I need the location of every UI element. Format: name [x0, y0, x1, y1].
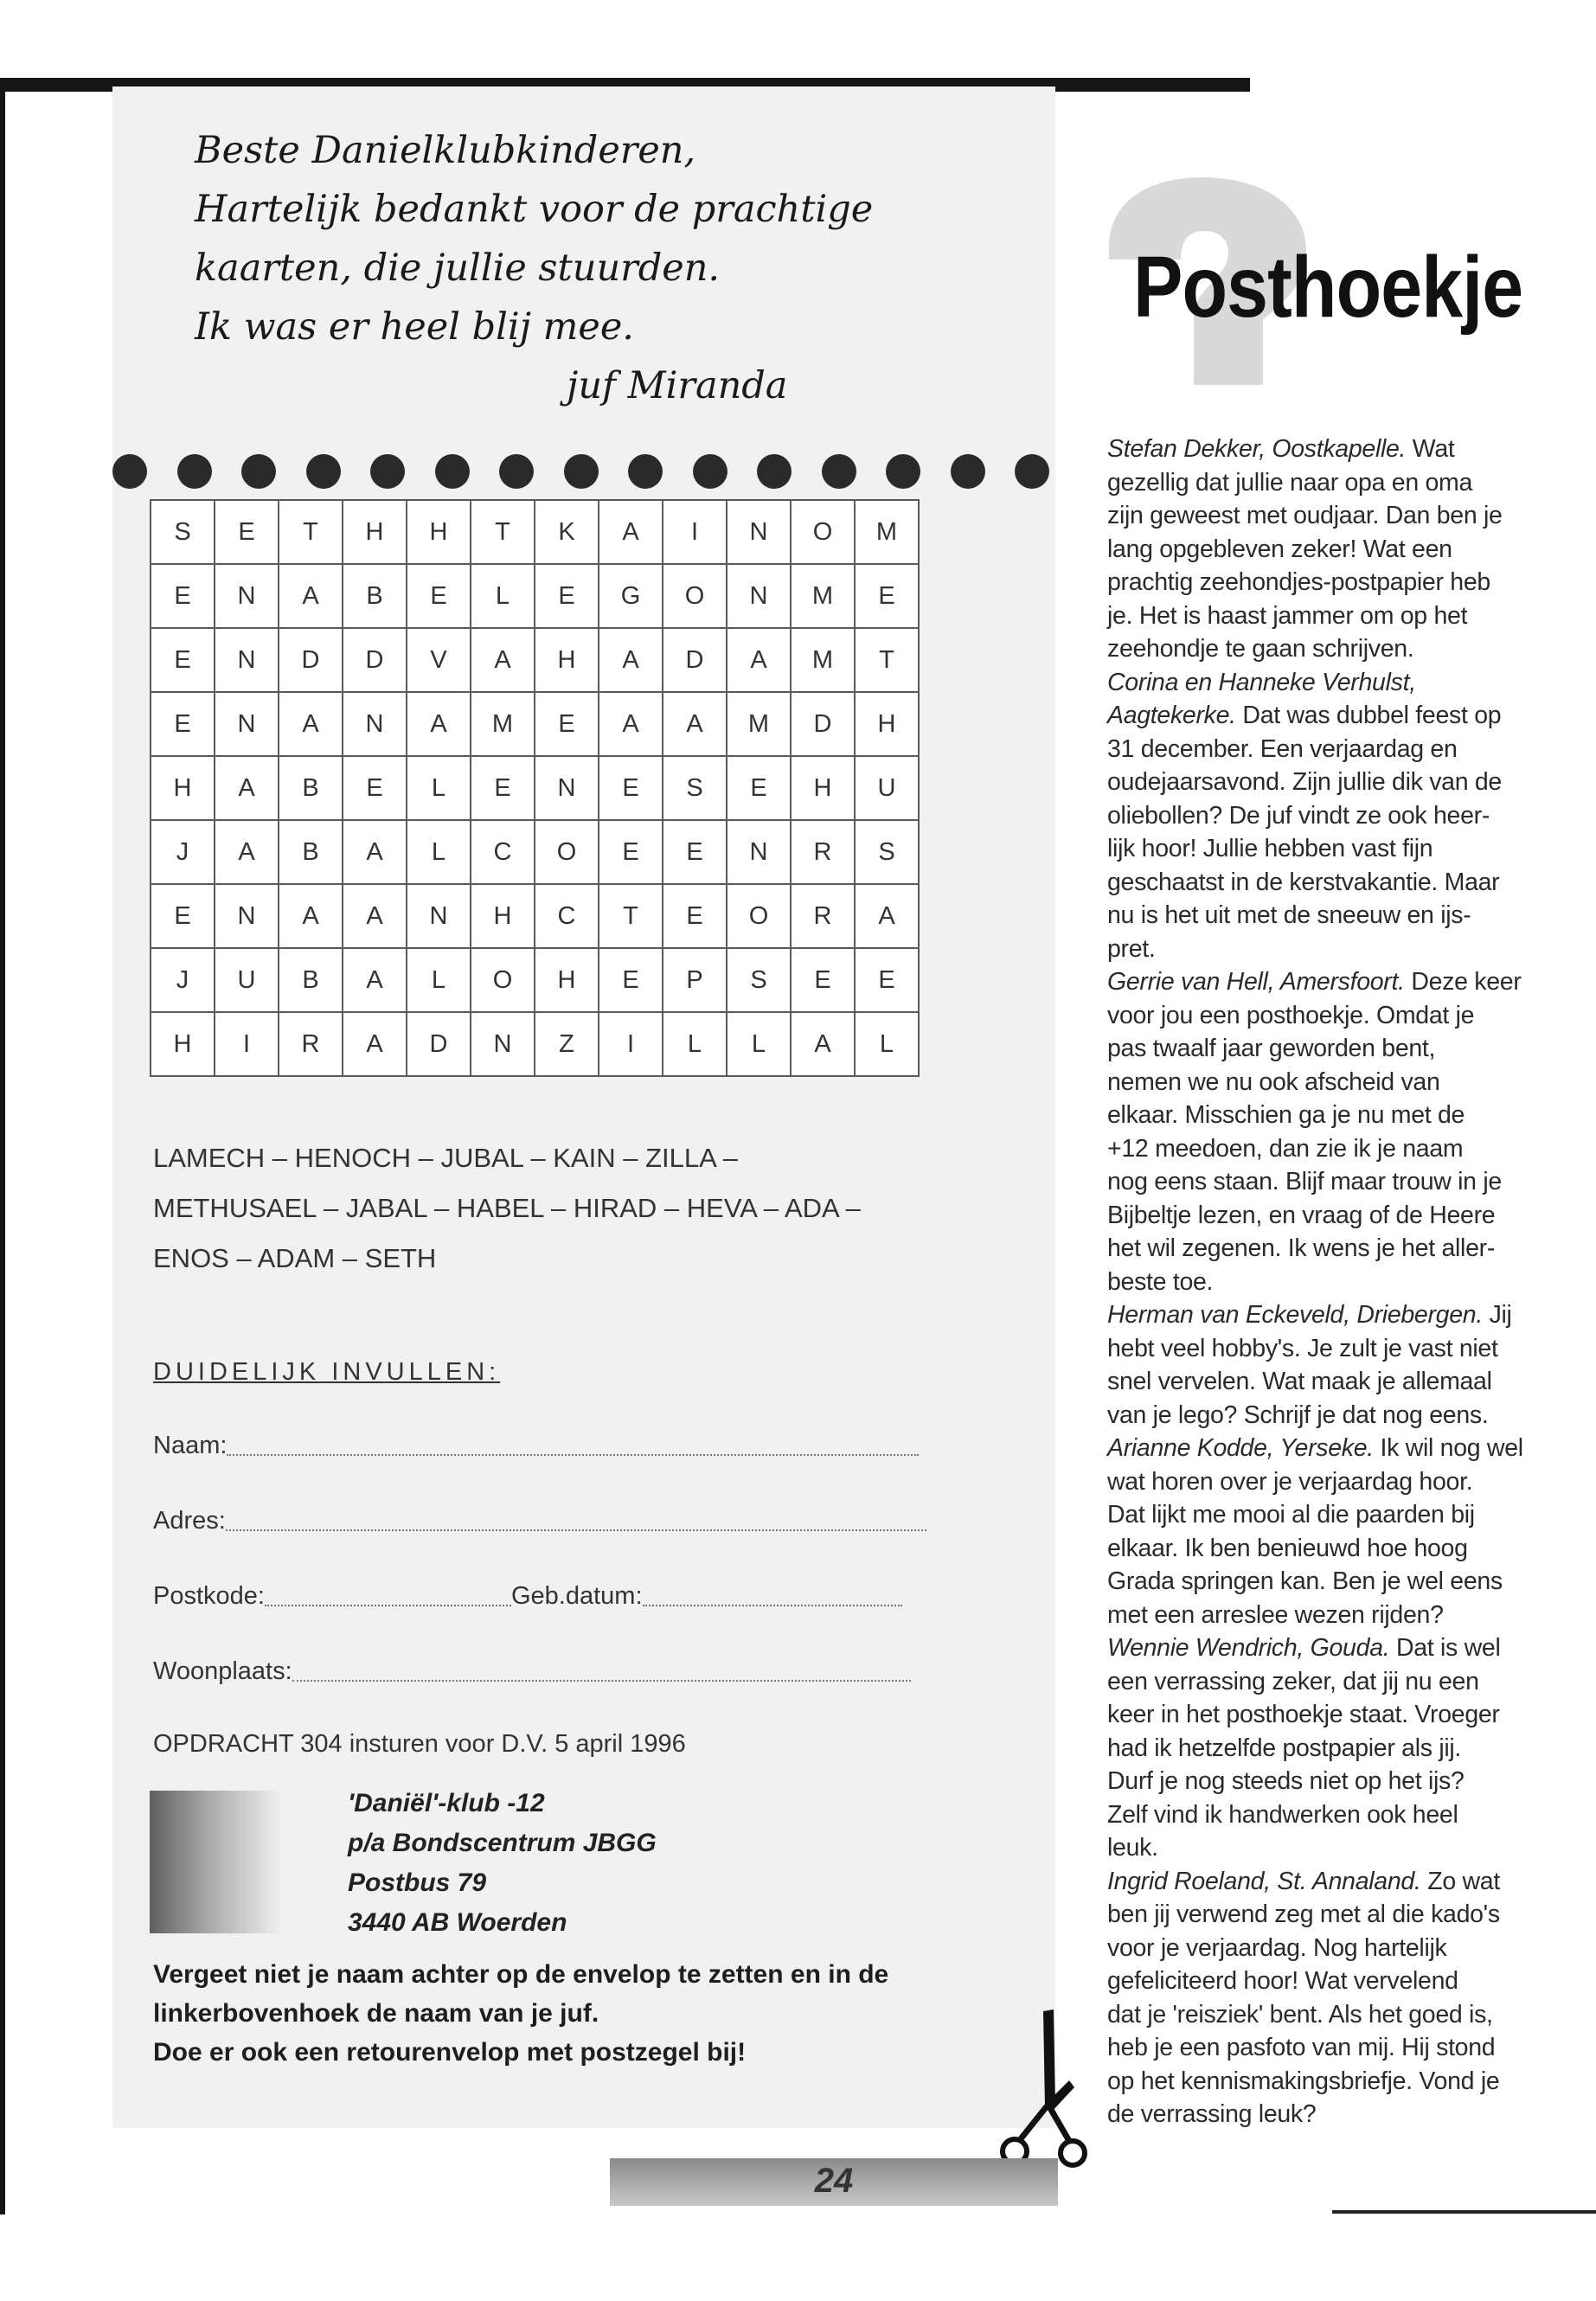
- column-line-text: +12 meedoen, dan zie ik je naam: [1107, 1134, 1464, 1163]
- column-line: [1107, 1932, 1557, 1965]
- grid-row: [151, 628, 919, 692]
- column-line: [1107, 1298, 1557, 1332]
- column-line-text: elkaar. Misschien ga je nu met de: [1107, 1101, 1465, 1129]
- postcode-field[interactable]: [153, 1582, 902, 1611]
- divider-dot: [177, 454, 212, 489]
- column-line: [1107, 632, 1557, 666]
- column-line-text: heb je een pasfoto van mij. Hij stond: [1107, 2034, 1496, 2061]
- column-line-text: lijk hoor! Jullie hebben vast fijn: [1107, 835, 1433, 862]
- word-list-line: LAMECH – HENOCH – JUBAL – KAIN – ZILLA –: [153, 1143, 738, 1173]
- column-line-text: op het kennismakingsbriefje. Vond je: [1107, 2067, 1500, 2095]
- column-line-text: pas twaalf jaar geworden bent,: [1107, 1035, 1436, 1062]
- grid-cell: U: [215, 948, 279, 1012]
- grid-cell: E: [151, 564, 215, 628]
- grid-cell: T: [471, 500, 535, 564]
- grid-cell: M: [727, 692, 791, 756]
- column-line: [1107, 1099, 1557, 1132]
- grid-cell: S: [855, 820, 919, 884]
- word-list-line: METHUSAEL – JABAL – HABEL – HIRAD – HEVA – ADA –: [153, 1193, 861, 1223]
- handwritten-letter: [195, 121, 973, 415]
- scissors-icon: [993, 2003, 1088, 2176]
- grid-cell: O: [471, 948, 535, 1012]
- column-line-text: Dat is wel: [1389, 1634, 1501, 1662]
- column-line: [1107, 1732, 1557, 1766]
- grid-cell: N: [407, 884, 471, 948]
- letter-line: kaarten, die jullie stuurden.: [195, 247, 721, 290]
- column-line: [1107, 1965, 1557, 1998]
- column-line: [1107, 1232, 1557, 1266]
- letters-column: [1107, 433, 1557, 2131]
- column-line: [1107, 1332, 1557, 1366]
- grid-cell: T: [599, 884, 663, 948]
- grid-row: [151, 948, 919, 1012]
- grid-cell: N: [535, 756, 599, 820]
- grid-cell: E: [791, 948, 855, 1012]
- grid-cell: A: [215, 820, 279, 884]
- column-line: [1107, 466, 1557, 500]
- column-line-text: geschaatst in de kerstvakantie. Maar: [1107, 868, 1500, 896]
- grid-cell: E: [535, 692, 599, 756]
- grid-cell: O: [663, 564, 727, 628]
- grid-cell: N: [215, 628, 279, 692]
- column-line: [1107, 965, 1557, 999]
- divider-dot: [951, 454, 985, 489]
- column-line-name: Arianne Kodde, Yerseke.: [1107, 1434, 1374, 1462]
- grid-cell: H: [151, 1012, 215, 1076]
- grid-cell: J: [151, 948, 215, 1012]
- column-line-name: Corina en Hanneke Verhulst,: [1107, 668, 1416, 696]
- column-line-text: Bijbeltje lezen, en vraag of de Heere: [1107, 1201, 1496, 1229]
- column-line-text: gezellig dat jullie naar opa en oma: [1107, 468, 1473, 497]
- column-line-text: hebt veel hobby's. Je zult je vast niet: [1107, 1334, 1498, 1362]
- column-line-text: Jij: [1482, 1301, 1512, 1329]
- column-line-text: keer in het posthoekje staat. Vroeger: [1107, 1701, 1500, 1728]
- column-line-text: Dat lijkt me mooi al die paarden bij: [1107, 1501, 1475, 1529]
- column-line: [1107, 599, 1557, 633]
- grid-cell: L: [663, 1012, 727, 1076]
- column-line: [1107, 1066, 1557, 1099]
- grid-cell: L: [407, 820, 471, 884]
- grid-cell: G: [599, 564, 663, 628]
- column-line-text: nemen we nu ook afscheid van: [1107, 1067, 1440, 1096]
- column-line-text: elkaar. Ik ben benieuwd hoe hoog: [1107, 1534, 1468, 1562]
- column-line-text: wat horen over je verjaardag hoor.: [1107, 1467, 1473, 1496]
- letter-line: Beste Danielklubkinderen,: [195, 129, 696, 172]
- column-line: [1107, 1132, 1557, 1166]
- column-line: [1107, 1865, 1557, 1899]
- column-line-text: had ik hetzelfde postpapier als jij.: [1107, 1734, 1462, 1762]
- grid-cell: I: [663, 500, 727, 564]
- column-line: [1107, 1532, 1557, 1566]
- grid-cell: H: [471, 884, 535, 948]
- grid-cell: M: [855, 500, 919, 564]
- grid-cell: N: [727, 500, 791, 564]
- column-line: [1107, 1565, 1557, 1599]
- column-line: [1107, 666, 1557, 700]
- grid-cell: E: [471, 756, 535, 820]
- grid-cell: N: [215, 564, 279, 628]
- divider-dot: [499, 454, 534, 489]
- column-line-text: prachtig zeehondjes-postpapier heb: [1107, 568, 1490, 596]
- column-line: [1107, 899, 1557, 933]
- column-line-text: gefeliciteerd hoor! Wat vervelend: [1107, 1967, 1458, 1995]
- column-line: [1107, 1399, 1557, 1433]
- grid-cell: C: [471, 820, 535, 884]
- grid-cell: B: [279, 820, 343, 884]
- grid-row: [151, 884, 919, 948]
- column-line-name: Herman van Eckeveld, Driebergen.: [1107, 1301, 1483, 1329]
- grid-cell: J: [151, 820, 215, 884]
- naam-field[interactable]: [153, 1432, 919, 1460]
- postcode-label: Postkode:: [153, 1582, 265, 1610]
- grid-cell: T: [279, 500, 343, 564]
- divider-dot: [435, 454, 470, 489]
- column-line: [1107, 433, 1557, 466]
- grid-cell: A: [343, 884, 407, 948]
- page-number-bar: [610, 2158, 1058, 2206]
- grid-cell: E: [151, 628, 215, 692]
- grid-cell: H: [151, 756, 215, 820]
- column-line: [1107, 1465, 1557, 1499]
- grid-row: [151, 820, 919, 884]
- column-line: [1107, 733, 1557, 766]
- letter-line: Ik was er heel blij mee.: [195, 305, 634, 349]
- grid-cell: E: [407, 564, 471, 628]
- grid-cell: R: [791, 820, 855, 884]
- column-line-text: Ik wil nog wel: [1373, 1434, 1523, 1462]
- grid-cell: H: [535, 948, 599, 1012]
- grid-cell: L: [407, 948, 471, 1012]
- column-line-text: Zo wat: [1420, 1867, 1500, 1895]
- grid-cell: A: [215, 756, 279, 820]
- divider-dot: [306, 454, 341, 489]
- grid-cell: E: [599, 820, 663, 884]
- column-line: [1107, 1165, 1557, 1199]
- grid-cell: O: [791, 500, 855, 564]
- grid-cell: O: [535, 820, 599, 884]
- column-line: [1107, 1199, 1557, 1233]
- grid-cell: E: [599, 948, 663, 1012]
- column-line-name: Aagtekerke.: [1107, 702, 1236, 729]
- column-title: Posthoekje: [1133, 239, 1523, 336]
- column-line: [1107, 566, 1557, 599]
- woonplaats-field[interactable]: [153, 1657, 911, 1686]
- grid-cell: N: [727, 820, 791, 884]
- column-line-text: snel vervelen. Wat maak je allemaal: [1107, 1368, 1492, 1395]
- grid-cell: I: [599, 1012, 663, 1076]
- grid-cell: E: [343, 756, 407, 820]
- column-line: [1107, 1698, 1557, 1732]
- column-line-text: de verrassing leuk?: [1107, 2100, 1317, 2128]
- grid-cell: E: [151, 884, 215, 948]
- form-heading: DUIDELIJK INVULLEN:: [153, 1358, 501, 1386]
- column-line: [1107, 2031, 1557, 2065]
- grid-cell: B: [343, 564, 407, 628]
- word-search-grid: [150, 499, 920, 1077]
- column-line-text: leuk.: [1107, 1834, 1158, 1862]
- column-line: [1107, 1599, 1557, 1632]
- column-line-name: Wennie Wendrich, Gouda.: [1107, 1634, 1390, 1662]
- grid-cell: B: [279, 756, 343, 820]
- grid-cell: A: [791, 1012, 855, 1076]
- postcode-line[interactable]: [265, 1603, 511, 1606]
- grid-cell: A: [279, 564, 343, 628]
- bottom-rule: [1332, 2210, 1596, 2214]
- divider-dot: [370, 454, 405, 489]
- grid-cell: E: [727, 756, 791, 820]
- column-line-text: zijn geweest met oudjaar. Dan ben je: [1107, 502, 1503, 529]
- column-line: [1107, 1631, 1557, 1665]
- grid-cell: S: [151, 500, 215, 564]
- grid-cell: S: [727, 948, 791, 1012]
- grid-cell: A: [343, 820, 407, 884]
- grid-row: [151, 692, 919, 756]
- column-line: [1107, 533, 1557, 567]
- divider-dot: [564, 454, 599, 489]
- grid-cell: A: [471, 628, 535, 692]
- grid-cell: Z: [535, 1012, 599, 1076]
- column-line-text: zeehondje te gaan schrijven.: [1107, 635, 1414, 663]
- letter-line: Hartelijk bedankt voor de prachtige: [195, 188, 874, 231]
- grid-cell: H: [535, 628, 599, 692]
- word-list: [153, 1133, 932, 1284]
- column-line-text: 31 december. Een verjaardag en: [1107, 734, 1458, 763]
- column-line-text: Durf je nog steeds niet op het ijs?: [1107, 1767, 1465, 1795]
- grid-cell: N: [343, 692, 407, 756]
- column-line-name: Stefan Dekker, Oostkapelle.: [1107, 435, 1407, 463]
- column-line: [1107, 2065, 1557, 2099]
- column-line-text: beste toe.: [1107, 1267, 1214, 1296]
- column-line-text: het wil zegenen. Ik wens je het aller-: [1107, 1234, 1496, 1262]
- column-line: [1107, 832, 1557, 866]
- grid-row: [151, 756, 919, 820]
- grid-cell: A: [599, 692, 663, 756]
- grid-cell: A: [407, 692, 471, 756]
- grid-cell: V: [407, 628, 471, 692]
- divider-dot: [241, 454, 276, 489]
- grid-cell: D: [663, 628, 727, 692]
- grid-cell: P: [663, 948, 727, 1012]
- column-line-text: dat je 'reisziek' bent. Als het goed is,: [1107, 2000, 1493, 2029]
- column-line-text: nog eens staan. Blijf maar trouw in je: [1107, 1168, 1502, 1195]
- column-line-text: lang opgebleven zeker! Wat een: [1107, 535, 1452, 563]
- grid-cell: L: [471, 564, 535, 628]
- column-line-text: ben jij verwend zeg met al die kado's: [1107, 1900, 1500, 1928]
- grid-cell: A: [343, 948, 407, 1012]
- column-line-text: van je lego? Schrijf je dat nog eens.: [1107, 1400, 1489, 1429]
- column-line-text: Deze keer: [1404, 968, 1522, 996]
- grid-cell: R: [791, 884, 855, 948]
- word-list-line: ENOS – ADAM – SETH: [153, 1243, 437, 1273]
- grid-cell: E: [855, 564, 919, 628]
- grid-cell: D: [791, 692, 855, 756]
- naam-label: Naam:: [153, 1432, 228, 1459]
- grid-cell: B: [279, 948, 343, 1012]
- grid-cell: O: [727, 884, 791, 948]
- column-line: [1107, 1498, 1557, 1532]
- grid-cell: K: [535, 500, 599, 564]
- grid-cell: N: [215, 692, 279, 756]
- grid-cell: H: [343, 500, 407, 564]
- divider-dot: [112, 454, 147, 489]
- grid-cell: R: [279, 1012, 343, 1076]
- grid-cell: H: [855, 692, 919, 756]
- address-line: Postbus 79: [348, 1868, 487, 1897]
- geb-label: Geb.datum:: [510, 1582, 643, 1610]
- grid-cell: E: [599, 756, 663, 820]
- grid-cell: H: [791, 756, 855, 820]
- grid-cell: E: [663, 884, 727, 948]
- woonplaats-label: Woonplaats:: [153, 1657, 292, 1685]
- column-line: [1107, 799, 1557, 833]
- note-line: Vergeet niet je naam achter op de envelop te zetten en in de: [153, 1960, 889, 1989]
- grid-cell: A: [599, 628, 663, 692]
- column-line: [1107, 1898, 1557, 1932]
- grid-cell: H: [407, 500, 471, 564]
- divider-dot: [886, 454, 920, 489]
- geb-line[interactable]: [643, 1603, 902, 1606]
- address-line: p/a Bondscentrum JBGG: [348, 1829, 657, 1857]
- grid-cell: D: [407, 1012, 471, 1076]
- column-line: [1107, 1665, 1557, 1699]
- grid-cell: A: [663, 692, 727, 756]
- grid-cell: L: [727, 1012, 791, 1076]
- naam-line[interactable]: [227, 1452, 919, 1456]
- column-line: [1107, 499, 1557, 533]
- grid-cell: N: [727, 564, 791, 628]
- grid-cell: C: [535, 884, 599, 948]
- left-border: [0, 78, 5, 2214]
- grid-cell: D: [279, 628, 343, 692]
- page-number: 24: [814, 2162, 854, 2200]
- grid-cell: M: [471, 692, 535, 756]
- grid-cell: N: [471, 1012, 535, 1076]
- grid-cell: A: [279, 884, 343, 948]
- grid-cell: A: [727, 628, 791, 692]
- grid-cell: M: [791, 628, 855, 692]
- grid-cell: M: [791, 564, 855, 628]
- grid-cell: A: [599, 500, 663, 564]
- woonplaats-line[interactable]: [292, 1678, 911, 1682]
- column-line-text: je. Het is haast jammer om op het: [1107, 601, 1468, 630]
- column-line-text: Zelf vind ik handwerken ook heel: [1107, 1800, 1458, 1829]
- column-line-text: nu is het uit met de sneeuw en ijs-: [1107, 901, 1471, 929]
- divider-dot: [757, 454, 792, 489]
- grid-cell: E: [151, 692, 215, 756]
- column-line: [1107, 999, 1557, 1033]
- column-line: [1107, 699, 1557, 733]
- column-line-text: pret.: [1107, 934, 1156, 963]
- column-line-text: voor je verjaardag. Nog hartelijk: [1107, 1933, 1447, 1962]
- column-line: [1107, 1365, 1557, 1399]
- column-line-text: voor jou een posthoekje. Omdat je: [1107, 1001, 1475, 1029]
- column-line: [1107, 2098, 1557, 2131]
- column-line: [1107, 1032, 1557, 1066]
- divider-dot: [628, 454, 663, 489]
- divider-dot: [822, 454, 856, 489]
- column-line: [1107, 1798, 1557, 1832]
- grid-cell: T: [855, 628, 919, 692]
- grid-cell: S: [663, 756, 727, 820]
- grid-cell: D: [343, 628, 407, 692]
- column-line: [1107, 1432, 1557, 1465]
- grid-cell: E: [855, 948, 919, 1012]
- column-line-text: Wat: [1406, 435, 1455, 463]
- dot-divider: [112, 454, 1064, 490]
- note-line: Doe er ook een retourenvelop met postzegel bij!: [153, 2038, 747, 2067]
- grid-cell: A: [343, 1012, 407, 1076]
- grid-row: [151, 564, 919, 628]
- grid-cell: E: [215, 500, 279, 564]
- envelope-gradient: [150, 1791, 279, 1933]
- grid-cell: N: [215, 884, 279, 948]
- grid-cell: A: [279, 692, 343, 756]
- grid-row: [151, 500, 919, 564]
- divider-dot: [1015, 454, 1049, 489]
- grid-cell: U: [855, 756, 919, 820]
- adres-field[interactable]: [153, 1507, 926, 1535]
- grid-cell: L: [407, 756, 471, 820]
- column-line: [1107, 1266, 1557, 1299]
- reminder-note: [153, 1955, 888, 2072]
- column-line-text: oudejaarsavond. Zijn jullie dik van de: [1107, 768, 1502, 796]
- grid-cell: E: [663, 820, 727, 884]
- column-line: [1107, 933, 1557, 966]
- grid-row: [151, 1012, 919, 1076]
- column-line: [1107, 766, 1557, 799]
- divider-dot: [693, 454, 727, 489]
- address-line: 'Daniël'-klub -12: [348, 1789, 545, 1817]
- column-line: [1107, 866, 1557, 900]
- letter-signature: juf Miranda: [567, 364, 788, 407]
- column-line-name: Ingrid Roeland, St. Annaland.: [1107, 1867, 1421, 1895]
- adres-line[interactable]: [226, 1528, 926, 1531]
- column-line: [1107, 1831, 1557, 1865]
- address-line: 3440 AB Woerden: [348, 1908, 567, 1937]
- column-line-text: met een arreslee wezen rijden?: [1107, 1600, 1444, 1629]
- grid-cell: L: [855, 1012, 919, 1076]
- column-line-name: Gerrie van Hell, Amersfoort.: [1107, 968, 1405, 996]
- column-line-text: Grada springen kan. Ben je wel eens: [1107, 1567, 1503, 1595]
- column-line: [1107, 1998, 1557, 2032]
- mailing-address: [348, 1784, 657, 1943]
- opdracht-text: OPDRACHT 304 insturen voor D.V. 5 april 1996: [153, 1730, 686, 1758]
- grid-cell: A: [855, 884, 919, 948]
- grid-cell: E: [535, 564, 599, 628]
- column-line: [1107, 1765, 1557, 1798]
- column-line-text: Dat was dubbel feest op: [1235, 702, 1502, 729]
- grid-cell: I: [215, 1012, 279, 1076]
- note-line: linkerbovenhoek de naam van je juf.: [153, 1999, 599, 2028]
- adres-label: Adres:: [153, 1507, 226, 1535]
- column-line-text: oliebollen? De juf vindt ze ook heer-: [1107, 801, 1490, 830]
- column-line-text: een verrassing zeker, dat jij nu een: [1107, 1667, 1479, 1695]
